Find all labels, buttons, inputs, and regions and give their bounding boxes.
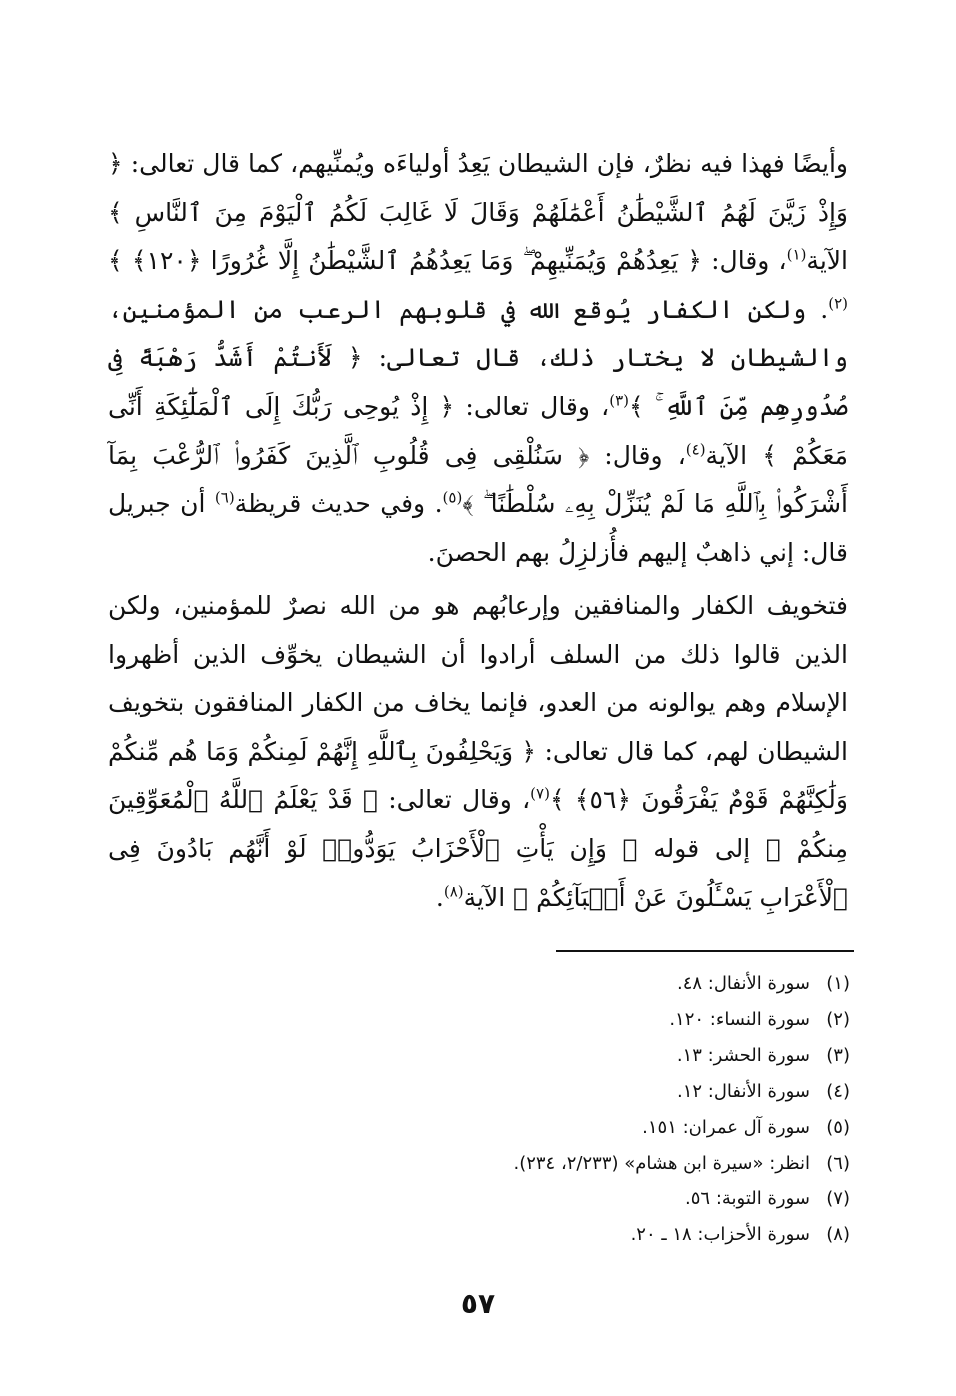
page-number: ٥٧ <box>460 1287 496 1320</box>
footnote-number: (٥) <box>826 1116 850 1138</box>
paragraph-2-text-2: . <box>435 882 444 912</box>
footnote-number: (١) <box>826 973 850 994</box>
paragraph-1-text-5: . وفي حديث قريظة <box>234 489 443 519</box>
footnote-item <box>150 966 850 1002</box>
paragraph-1-text-3: ، وقال تعالى: ﴿ إِذْ يُوحِى رَبُّكَ إِلَى ٱلْمَلَٰٓئِكَةِ أَنِّى مَعَكُمْ ﴾ الآية <box>108 391 848 470</box>
footnote-number: (٤) <box>826 1080 850 1102</box>
footnote-ref-3: (٣) <box>609 391 630 410</box>
footnote-text: سورة النساء: ١٢٠. <box>669 1008 810 1030</box>
footnote-ref-5: (٥) <box>442 488 463 507</box>
footnote-number: (٦) <box>826 1152 850 1174</box>
footnote-text: سورة الأنفال: ٤٨. <box>676 973 810 994</box>
footnote-ref-1: (١) <box>786 245 807 264</box>
paragraph-1-text-2: . ولكن الكفار يُوقع الله في قلوبهم الرعب من المؤمنين، والشيطان لا يختار ذلك، قال تعالى: ﴿ لَأَنتُمْ أَشَدُّ رَهْبَةً فِى صُدُورِهِم مِّنَ ٱللَّهِ ۚ ﴾ <box>108 294 848 421</box>
paragraph-1-text-1: ، وقال: ﴿ يَعِدُهُمْ وَيُمَنِّيهِمْ ۖ وَمَا يَعِدُهُمُ ٱلشَّيْطَٰنُ إِلَّا غُرُورًا ﴿١٢٠﴾ ﴾ <box>108 246 787 276</box>
footnote-item <box>150 1110 850 1146</box>
paragraph-2-text-0: فتخويف الكفار والمنافقين وإرعابُهم هو من الله نصرٌ للمؤمنين، ولكن الذين قالوا ذلك من السلف أرادوا أن الشيطان يخوِّف الذين أظهروا الإسلام وهم يوالونه من العدو، فإنما يخاف من الكفار المنافقون بتخويف الشيطان لهم، كما قال تعالى: ﴿ وَيَحْلِفُونَ بِٱللَّهِ إِنَّهُمْ لَمِنكُمْ وَمَا هُم مِّنكُمْ وَلَٰكِنَّهُمْ قَوْمٌ يَفْرَقُونَ ﴿٥٦﴾ ﴾ <box>108 591 848 815</box>
footnote-item <box>150 1217 850 1253</box>
footnote-text: سورة الأحزاب: ١٨ ـ ٢٠. <box>630 1224 810 1246</box>
footnote-item <box>150 1038 850 1074</box>
footnote-item <box>150 1074 850 1110</box>
footnote-number: (٢) <box>826 1008 850 1030</box>
footnote-ref-4: (٤) <box>685 440 706 459</box>
footnote-item <box>150 1181 850 1217</box>
paragraph-1-text-0: وأيضًا فهذا فيه نظرٌ، فإن الشيطان يَعِدُ أولياءَه ويُمنِّيهم، كما قال تعالى: ﴿ وَإِذْ زَيَّنَ لَهُمُ ٱلشَّيْطَٰنُ أَعْمَٰلَهُمْ وَقَالَ لَا غَالِبَ لَكُمُ ٱلْيَوْمَ مِنَ ٱلنَّاسِ ﴾ الآية <box>108 149 848 276</box>
footnote-text: سورة التوبة: ٥٦. <box>685 1188 810 1210</box>
paragraph-2-text-1: ، وقال تعالى: ﴿ قَدْ يَعْلَمُ ٱللَّهُ ٱلْمُعَوِّقِينَ مِنكُمْ ﴾ إلى قوله ﴿ وَإِن يَأْتِ ٱلْأَحْزَابُ يَوَدُّوا۟ لَوْ أَنَّهُم بَادُونَ فِى ٱلْأَعْرَابِ يَسْـَٔلُونَ عَنْ أَنۢبَآئِكُمْ ﴾ الآية <box>108 785 848 912</box>
footnote-text: سورة آل عمران: ١٥١. <box>642 1116 810 1138</box>
footnote-ref-2: (٢) <box>828 294 848 313</box>
footnote-ref-7: (٧) <box>530 785 550 804</box>
paragraph-1 <box>108 140 848 577</box>
footnote-text: سورة الأنفال: ١٢. <box>676 1080 810 1102</box>
footnote-ref-8: (٨) <box>443 882 464 901</box>
footnote-text: انظر: «سيرة ابن هشام» (٢/٢٣٣، ٢٣٤). <box>513 1152 810 1174</box>
footnote-number: (٣) <box>826 1044 850 1066</box>
paragraph-2 <box>108 582 848 922</box>
footnote-text: سورة الحشر: ١٣. <box>676 1044 810 1066</box>
footnote-number: (٧) <box>826 1188 850 1210</box>
footnotes-list <box>150 966 850 1253</box>
paragraph-1-text-6: أن جبريل قال: إني ذاهبٌ إليهم فأُزلزِلُ بهم الحصنَ. <box>108 489 848 567</box>
footnote-ref-6: (٦) <box>214 488 235 507</box>
paragraph-1-text-4: ، وقال: ﴿ سَنُلْقِى فِى قُلُوبِ ٱلَّذِينَ كَفَرُوا۟ ٱلرُّعْبَ بِمَآ أَشْرَكُوا۟ بِٱللَّهِ مَا لَمْ يُنَزِّلْ بِهِۦ سُلْطَٰنًا ۖ ﴾ <box>108 440 848 519</box>
footnote-number: (٨) <box>826 1224 850 1246</box>
footnote-item <box>150 1002 850 1038</box>
footnote-item <box>150 1146 850 1182</box>
footnote-divider <box>556 950 854 952</box>
